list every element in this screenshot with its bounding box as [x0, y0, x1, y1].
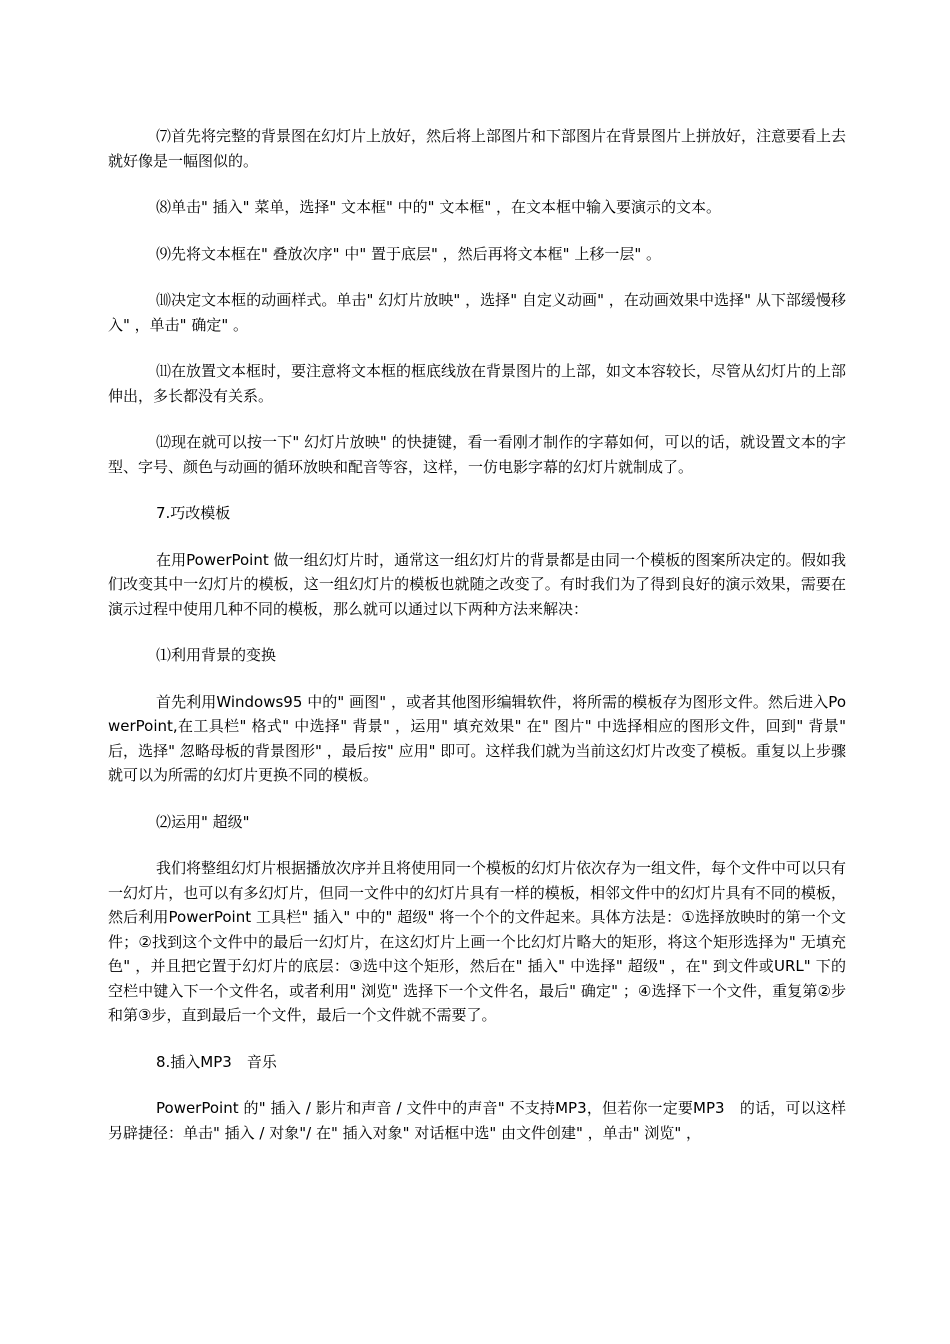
paragraph-method-1: 首先利用Windows95 中的" 画图" ，或者其他图形编辑软件，将所需的模板存为图形文件。然后进入PowerPoint,在工具栏" 格式" 中选择" 背景" ，运用" 填充效果" 在" 图片" 中选择相应的图形文件，回到" 背景" 后，选择" 忽略母板的背景图形" ，最后按" 应用" 即可。这样我们就为当前这幻灯片改变了模板。重复以上步骤就可以为所需的幻灯片更换不同的模板。 [108, 692, 846, 784]
method-1-title: ⑴利用背景的变换 [156, 646, 277, 664]
paragraph-step-8: ⑻单击" 插入" 菜单，选择" 文本框" 中的" 文本框" ，在文本框中输入要演示的文本。 [156, 198, 722, 216]
paragraph-method-2: 我们将整组幻灯片根据播放次序并且将使用同一个模板的幻灯片依次存为一组文件，每个文件中可以只有一幻灯片，也可以有多幻灯片，但同一文件中的幻灯片具有一样的模板，相邻文件中的幻灯片具有不同的模板，然后利用PowerPoint 工具栏" 插入" 中的" 超级" 将一个个的文件起来。具体方法是：①选择放映时的第一个文件；②找到这个文件中的最后一幻灯片，在这幻灯片上画一个比幻灯片略大的矩形，将这个矩形选择为" 无填充色" ，并且把它置于幻灯片的底层：③选中这个矩形，然后在" 插入" 中选择" 超级" ，在" 到文件或URL" 下的空栏中键入下一个文件名，或者利用" 浏览" 选择下一个文件名，最后" 确定" ；④选择下一个文件，重复第②步和第③步，直到最后一个文件，最后一个文件就不需要了。 [108, 859, 847, 1024]
paragraph-intro-7: 在用PowerPoint 做一组幻灯片时，通常这一组幻灯片的背景都是由同一个模板的图案所决定的。假如我们改变其中一幻灯片的模板，这一组幻灯片的模板也就随之改变了。有时我们为了得到良好的演示效果，需要在演示过程中使用几种不同的模板，那么就可以通过以下两种方法来解决： [108, 550, 846, 618]
paragraph-step-10: ⑽决定文本框的动画样式。单击" 幻灯片放映" ，选择" 自定义动画" ，在动画效果中选择" 从下部缓慢移入" ，单击" 确定" 。 [108, 291, 846, 334]
paragraph-step-12: ⑿现在就可以按一下" 幻灯片放映" 的快捷键，看一看刚才制作的字幕如何，可以的话，就设置文本的字型、字号、颜色与动画的循环放映和配音等容，这样，一仿电影字幕的幻灯片就制成了。 [108, 433, 846, 476]
section-heading-8: 8.插入MP3 音乐 [156, 1052, 277, 1071]
paragraph-step-9: ⑼先将文本框在" 叠放次序" 中" 置于底层" ，然后再将文本框" 上移一层" 。 [156, 244, 662, 263]
section-heading-7: 7.巧改模板 [156, 504, 231, 522]
paragraph-step-7: ⑺首先将完整的背景图在幻灯片上放好，然后将上部图片和下部图片在背景图片上拼放好，注意要看上去就好像是一幅图似的。 [108, 127, 847, 170]
paragraph-intro-8: PowerPoint 的" 插入 / 影片和声音 / 文件中的声音" 不支持MP3，但若你一定要MP3 的话，可以这样另辟捷径：单击" 插入 / 对象"/ 在" 插入对象" 对话框中选" 由文件创建" ，单击" 浏览" ， [108, 1099, 846, 1142]
document-page [108, 124, 846, 1167]
paragraph-step-11: ⑾在放置文本框时，要注意将文本框的框底线放在背景图片的上部，如文本容较长，尽管从幻灯片的上部伸出，多长都没有关系。 [108, 362, 847, 405]
method-2-title: ⑵运用" 超级" [156, 812, 250, 831]
